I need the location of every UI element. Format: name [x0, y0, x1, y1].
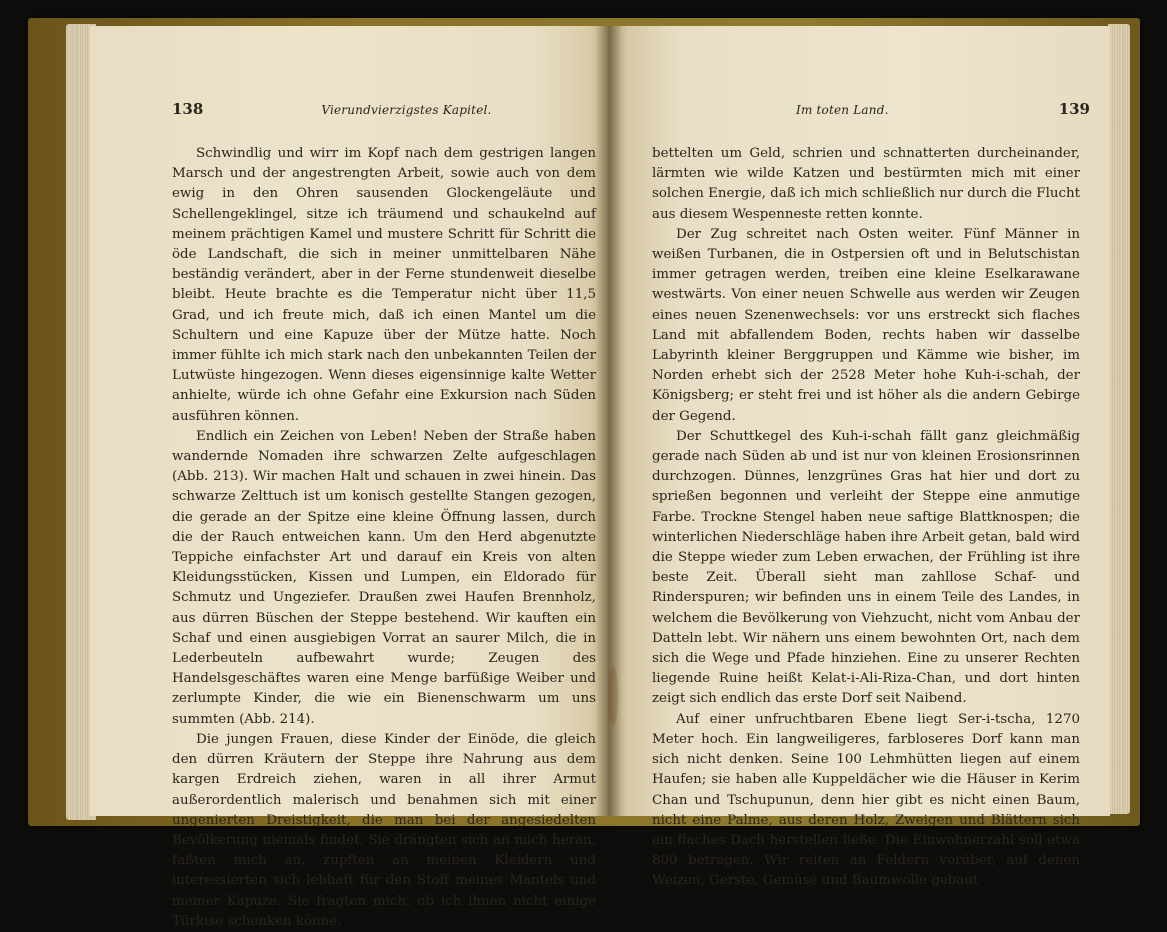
- right-page-text: [652, 144, 1080, 892]
- left-paragraph-2: Endlich ein Zeichen von Leben! Neben der Straße haben wandernde Nomaden ihre schwarzen Zelte aufgeschlagen (Abb. 213). Wir machen Halt und schauen in zwei hinein. Das schwarze Zelttuch ist um konisch gestellte Stangen gezogen, die gerade an der Spitze eine kleine Öffnung lassen, durch die der Rauch entweichen kann. Um den Herd abgenutzte Teppiche einfachster Art und darauf ein Kreis von alten Kleidungsstücken, Kissen und Lumpen, ein Eldorado für Schmutz und Ungeziefer. Draußen zwei Haufen Brennholz, aus dürren Büschen der Steppe bestehend. Wir kauften ein Schaf und einen ausgiebigen Vorrat an saurer Milch, die in Lederbeuteln aufbewahrt wurde; Zeugen des Handelsgeschäftes waren eine Menge barfüßige Weiber und zerlumpte Kinder, die wie ein Bienenschwarm um uns summten (Abb. 214).: [172, 428, 596, 727]
- left-page-number: 138: [172, 100, 204, 118]
- right-page-number: 139: [1058, 100, 1090, 118]
- left-page-text: [172, 144, 596, 932]
- book-gutter: [596, 26, 622, 816]
- left-paragraph-3: Die jungen Frauen, diese Kinder der Einöde, die gleich den dürren Kräutern der Steppe ihre Nahrung aus dem kargen Erdreich ziehen, waren in all ihrer Armut außerordentlich malerisch und benahmen sich mit einer ungenierten Dreistigkeit, die man bei der angesiedelten Bevölkerung niemals findet. Sie drängten sich an mich heran, faßten mich an, zupften an meinen Kleidern und interessierten sich lebhaft für den Stoff meines Mantels und meiner Kapuze. Sie fragten mich, ob ich ihnen nicht einige Türkise schenken könne,: [172, 731, 596, 929]
- page-edges-right: [1108, 24, 1130, 814]
- right-paragraph-2: Der Zug schreitet nach Osten weiter. Fünf Männer in weißen Turbanen, die in Ostpersien oft und in Belutschistan immer getragen werden, treiben eine kleine Eselkarawane westwärts. Von einer neuen Schwelle aus werden wir Zeugen eines neuen Szenenwechsels: vor uns erstreckt sich flaches Land mit abfallendem Boden, rechts haben wir dasselbe Labyrinth kleiner Berggruppen und Kämme wie bisher, im Norden erhebt sich der 2528 Meter hohe Kuh-i-schah, der Königsberg; er steht frei und ist höher als die andern Gebirge der Gegend.: [652, 226, 1080, 424]
- left-page: [90, 26, 610, 929]
- right-running-title: Im toten Land.: [796, 103, 889, 117]
- left-running-title: Vierundvierzigstes Kapitel.: [321, 103, 492, 117]
- right-page-header: [774, 100, 1090, 122]
- left-page-header: [172, 100, 594, 122]
- right-paragraph-4: Auf einer unfruchtbaren Ebene liegt Ser-i-tscha, 1270 Meter hoch. Ein langweiligeres, farbloseres Dorf kann man sich nicht denken. Seine 100 Lehmhütten liegen auf einem Haufen; sie haben alle Kuppeldächer wie die Häuser in Kerim Chan und Tschupunun, denn hier gibt es nicht einen Baum, nicht eine Palme, aus deren Holz, Zweigen und Blättern sich ein flaches Dach herstellen ließe. Die Einwohnerzahl soll etwa 800 betragen. Wir reiten an Feldern vorüber, auf denen Weizen, Gerste, Gemüse und Baumwolle gebaut: [652, 711, 1080, 889]
- right-page: [608, 26, 1110, 889]
- right-paragraph-1: bettelten um Geld, schrien und schnatterten durcheinander, lärmten wie wilde Katzen und bestürmten mich mit einer solchen Energie, daß ich mich schließlich nur durch die Flucht aus diesem Wespenneste retten konnte.: [652, 146, 1080, 222]
- right-paragraph-3: Der Schuttkegel des Kuh-i-schah fällt ganz gleichmäßig gerade nach Süden ab und ist nur von kleinen Erosionsrinnen durchzogen. Dünnes, lenzgrünes Gras hat hier und dort zu sprießen begonnen und verleiht der Steppe eine anmutige Farbe. Trockne Stengel haben neue saftige Blattknospen; die winterlichen Niederschläge haben ihre Arbeit getan, bald wird die Steppe wieder zum Leben erwachen, der Frühling ist ihre beste Zeit. Überall sieht man zahllose Schaf- und Rinderspuren; wir befinden uns in einem Teile des Landes, in welchem die Bevölkerung von Viehzucht, nicht vom Anbau der Datteln lebt. Wir nähern uns einem bewohnten Ort, nach dem sich die Wege und Pfade hinziehen. Eine zu unserer Rechten liegende Ruine heißt Kelat-i-Ali-Riza-Chan, und dort hinten zeigt sich endlich das erste Dorf seit Naibend.: [652, 428, 1080, 707]
- left-paragraph-1: Schwindlig und wirr im Kopf nach dem gestrigen langen Marsch und der angestrengten Arbeit, sowie auch von dem ewig in den Ohren sausenden Glockengeläute und Schellengeklingel, sitze ich träumend und schaukelnd auf meinem prächtigen Kamel und mustere Schritt für Schritt die öde Landschaft, die sich in meiner unmittelbaren Nähe beständig verändert, aber in der Ferne stundenweit dieselbe bleibt. Heute brachte es die Temperatur nicht über 11,5 Grad, und ich freute mich, daß ich einen Mantel um die Schultern und eine Kapuze über der Mütze hatte. Noch immer fühlte ich mich stark nach den unbekannten Teilen der Lutwüste hingezogen. Wenn dieses eigensinnige kalte Wetter anhielte, würde ich ohne Gefahr eine Exkursion nach Süden ausführen können.: [172, 146, 596, 424]
